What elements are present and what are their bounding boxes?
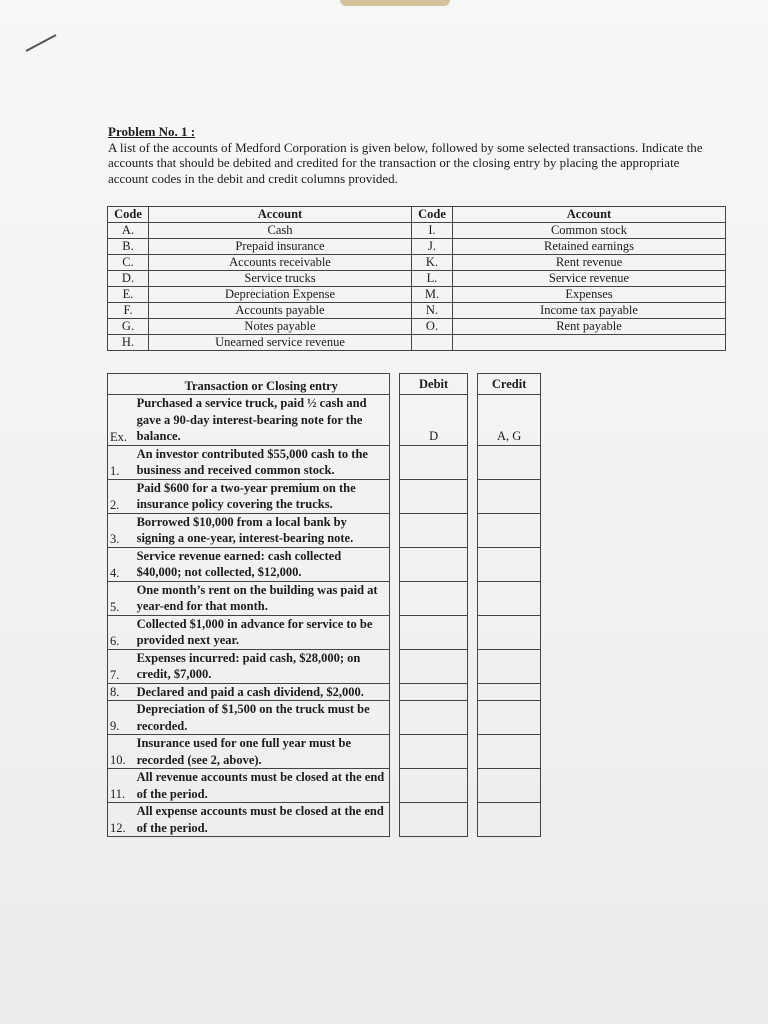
account-cell: Common stock	[453, 223, 726, 239]
column-gap	[467, 445, 477, 479]
column-gap	[389, 445, 399, 479]
account-codes-table	[107, 206, 726, 351]
debit-cell[interactable]	[400, 769, 468, 803]
transaction-row	[108, 769, 541, 803]
transactions-header	[108, 374, 541, 395]
account-cell: Unearned service revenue	[149, 335, 412, 351]
column-gap	[467, 649, 477, 683]
account-cell: Cash	[149, 223, 412, 239]
code-cell: H.	[108, 335, 149, 351]
account-cell: Retained earnings	[453, 239, 726, 255]
transaction-number: 3.	[108, 513, 134, 547]
column-gap	[467, 547, 477, 581]
debit-header: Debit	[400, 374, 468, 395]
transaction-description: Service revenue earned: cash collected $40,000; not collected, $12,000.	[134, 547, 390, 581]
debit-cell[interactable]	[400, 803, 468, 837]
transaction-row	[108, 513, 541, 547]
debit-cell[interactable]: D	[400, 395, 468, 446]
account-cell	[453, 335, 726, 351]
column-gap	[467, 735, 477, 769]
account-cell: Rent revenue	[453, 255, 726, 271]
account-code-row	[108, 303, 726, 319]
column-gap	[467, 683, 477, 701]
code-cell: C.	[108, 255, 149, 271]
column-gap	[467, 701, 477, 735]
account-code-row	[108, 287, 726, 303]
problem-title: Problem No. 1 :	[108, 124, 196, 139]
column-gap	[389, 513, 399, 547]
debit-cell[interactable]	[400, 683, 468, 701]
credit-cell[interactable]	[478, 615, 541, 649]
account-cell: Income tax payable	[453, 303, 726, 319]
debit-cell[interactable]	[400, 513, 468, 547]
account-cell: Notes payable	[149, 319, 412, 335]
account-header: Account	[149, 207, 412, 223]
transaction-row	[108, 581, 541, 615]
account-cell: Expenses	[453, 287, 726, 303]
problem-instructions: A list of the accounts of Medford Corporation is given below, followed by some selected transactions. Indicate the accounts that should be debited and credited for the transaction or the closing entry by placing the appropriate account codes in the debit and credit columns provided.	[108, 139, 703, 186]
credit-cell[interactable]	[478, 649, 541, 683]
code-cell: B.	[108, 239, 149, 255]
credit-cell[interactable]	[478, 735, 541, 769]
code-cell: F.	[108, 303, 149, 319]
column-gap	[467, 374, 477, 395]
column-gap	[389, 649, 399, 683]
column-gap	[467, 581, 477, 615]
transaction-description: Insurance used for one full year must be recorded (see 2, above).	[134, 735, 390, 769]
transaction-row	[108, 735, 541, 769]
code-cell: G.	[108, 319, 149, 335]
account-code-row	[108, 239, 726, 255]
transaction-description: Depreciation of $1,500 on the truck must be recorded.	[134, 701, 390, 735]
account-code-row	[108, 223, 726, 239]
transaction-description: Purchased a service truck, paid ½ cash and gave a 90-day interest-bearing note for the balance.	[134, 395, 390, 446]
column-gap	[389, 803, 399, 837]
credit-cell[interactable]	[478, 547, 541, 581]
account-cell: Service revenue	[453, 271, 726, 287]
transaction-number: 12.	[108, 803, 134, 837]
transaction-description: One month’s rent on the building was paid at year-end for that month.	[134, 581, 390, 615]
account-cell: Service trucks	[149, 271, 412, 287]
transaction-number: 8.	[108, 683, 134, 701]
column-gap	[467, 513, 477, 547]
code-cell: I.	[412, 223, 453, 239]
paper-stain	[340, 0, 450, 6]
entry-header: Transaction or Closing entry	[134, 374, 390, 395]
transaction-number: 7.	[108, 649, 134, 683]
transaction-number: 6.	[108, 615, 134, 649]
debit-cell[interactable]	[400, 701, 468, 735]
transaction-description: Borrowed $10,000 from a local bank by signing a one-year, interest-bearing note.	[134, 513, 390, 547]
transaction-row	[108, 395, 541, 446]
account-code-row	[108, 335, 726, 351]
account-cell: Accounts payable	[149, 303, 412, 319]
credit-cell[interactable]: A, G	[478, 395, 541, 446]
code-cell: N.	[412, 303, 453, 319]
transaction-number: 1.	[108, 445, 134, 479]
debit-cell[interactable]	[400, 615, 468, 649]
transaction-description: Expenses incurred: paid cash, $28,000; on credit, $7,000.	[134, 649, 390, 683]
transaction-description: Paid $600 for a two-year premium on the insurance policy covering the trucks.	[134, 479, 390, 513]
column-gap	[467, 615, 477, 649]
account-code-row	[108, 255, 726, 271]
account-codes-header	[108, 207, 726, 223]
debit-cell[interactable]	[400, 547, 468, 581]
code-cell: D.	[108, 271, 149, 287]
column-gap	[467, 803, 477, 837]
transaction-row	[108, 615, 541, 649]
credit-cell[interactable]	[478, 581, 541, 615]
code-cell: L.	[412, 271, 453, 287]
code-cell: O.	[412, 319, 453, 335]
column-gap	[389, 735, 399, 769]
account-header: Account	[453, 207, 726, 223]
column-gap	[467, 479, 477, 513]
column-gap	[389, 701, 399, 735]
code-cell	[412, 335, 453, 351]
transaction-row	[108, 683, 541, 701]
column-gap	[389, 547, 399, 581]
transaction-number: 11.	[108, 769, 134, 803]
code-cell: A.	[108, 223, 149, 239]
code-cell: E.	[108, 287, 149, 303]
transaction-description: All revenue accounts must be closed at the end of the period.	[134, 769, 390, 803]
credit-cell[interactable]	[478, 769, 541, 803]
debit-cell[interactable]	[400, 445, 468, 479]
code-cell: M.	[412, 287, 453, 303]
column-gap	[467, 769, 477, 803]
account-code-row	[108, 319, 726, 335]
transaction-number: 4.	[108, 547, 134, 581]
code-header: Code	[108, 207, 149, 223]
transaction-description: All expense accounts must be closed at the end of the period.	[134, 803, 390, 837]
transaction-row	[108, 479, 541, 513]
account-cell: Rent payable	[453, 319, 726, 335]
transaction-row	[108, 547, 541, 581]
credit-cell[interactable]	[478, 445, 541, 479]
transaction-number: 2.	[108, 479, 134, 513]
number-header	[108, 374, 134, 395]
code-cell: K.	[412, 255, 453, 271]
column-gap	[467, 395, 477, 446]
transaction-row	[108, 803, 541, 837]
transaction-number: 9.	[108, 701, 134, 735]
pen-mark	[26, 34, 57, 52]
debit-cell[interactable]	[400, 581, 468, 615]
transactions-table	[107, 373, 541, 837]
transaction-description: An investor contributed $55,000 cash to the business and received common stock.	[134, 445, 390, 479]
column-gap	[389, 769, 399, 803]
account-code-row	[108, 271, 726, 287]
transaction-row	[108, 701, 541, 735]
transaction-number: 5.	[108, 581, 134, 615]
account-cell: Prepaid insurance	[149, 239, 412, 255]
transaction-description: Collected $1,000 in advance for service to be provided next year.	[134, 615, 390, 649]
transaction-row	[108, 649, 541, 683]
column-gap	[389, 479, 399, 513]
problem-intro	[108, 124, 708, 186]
transaction-description: Declared and paid a cash dividend, $2,000.	[134, 683, 390, 701]
debit-cell[interactable]	[400, 649, 468, 683]
code-header: Code	[412, 207, 453, 223]
column-gap	[389, 683, 399, 701]
column-gap	[389, 615, 399, 649]
credit-cell[interactable]	[478, 701, 541, 735]
transaction-row	[108, 445, 541, 479]
credit-cell[interactable]	[478, 479, 541, 513]
account-cell: Accounts receivable	[149, 255, 412, 271]
debit-cell[interactable]	[400, 735, 468, 769]
column-gap	[389, 581, 399, 615]
account-cell: Depreciation Expense	[149, 287, 412, 303]
credit-header: Credit	[478, 374, 541, 395]
credit-cell[interactable]	[478, 513, 541, 547]
credit-cell[interactable]	[478, 683, 541, 701]
code-cell: J.	[412, 239, 453, 255]
transaction-number: Ex.	[108, 395, 134, 446]
credit-cell[interactable]	[478, 803, 541, 837]
column-gap	[389, 395, 399, 446]
debit-cell[interactable]	[400, 479, 468, 513]
transaction-number: 10.	[108, 735, 134, 769]
column-gap	[389, 374, 399, 395]
